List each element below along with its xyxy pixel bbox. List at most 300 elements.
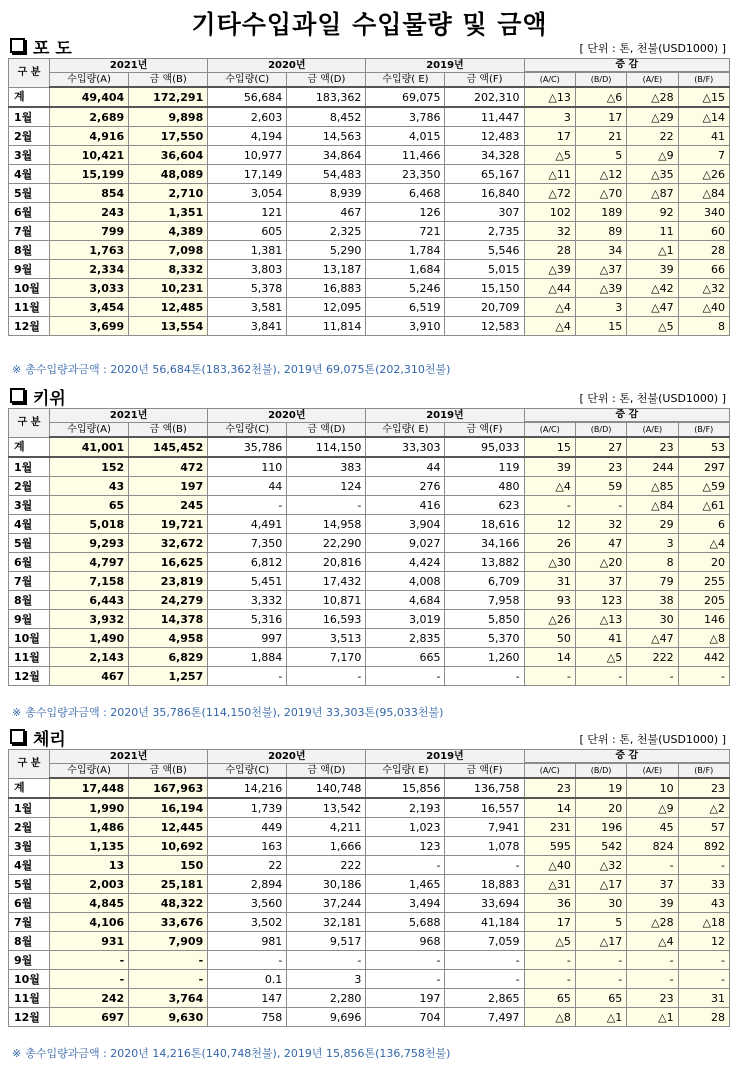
header-change	[524, 750, 729, 764]
row-label: 7월	[9, 572, 50, 591]
cell-value: 6,468	[366, 184, 445, 203]
header-ratio-subbf	[678, 423, 729, 438]
cell-value: 14,958	[287, 515, 366, 534]
cell-value: -	[50, 951, 129, 970]
cell-value: 147	[208, 989, 287, 1008]
table-row	[9, 496, 730, 515]
table-row	[9, 165, 730, 184]
cell-value: 6,519	[366, 298, 445, 317]
cell-value: △37	[575, 260, 626, 279]
cell-value: 31	[678, 989, 729, 1008]
cell-value: -	[627, 856, 678, 875]
table-row	[9, 798, 730, 818]
cell-value: 12	[524, 515, 575, 534]
cell-value: 41	[575, 629, 626, 648]
page-title: 기타수입과일 수입물량 및 금액	[191, 10, 548, 39]
header-ratio-subae	[627, 73, 678, 88]
table-row	[9, 913, 730, 932]
table-row	[9, 477, 730, 496]
cell-value: 9,517	[287, 932, 366, 951]
cell-value: 34,864	[287, 146, 366, 165]
header-gubun: 구 분	[9, 409, 50, 438]
cell-value: 12	[678, 932, 729, 951]
cell-value: 1,784	[366, 241, 445, 260]
table-row	[9, 1008, 730, 1027]
cell-value: △35	[627, 165, 678, 184]
cell-value: 56,684	[208, 87, 287, 107]
cell-value: 54,483	[287, 165, 366, 184]
table-row	[9, 894, 730, 913]
cell-value: 605	[208, 222, 287, 241]
cell-value: 4,916	[50, 127, 129, 146]
table-row	[9, 298, 730, 317]
cell-value: -	[678, 856, 729, 875]
cell-value: △1	[627, 241, 678, 260]
cell-value: -	[208, 667, 287, 686]
cell-value: 12,095	[287, 298, 366, 317]
cell-value: 20,709	[445, 298, 524, 317]
cell-value: 1,135	[50, 837, 129, 856]
change-header-wrap	[525, 59, 729, 72]
cell-value: △4	[524, 298, 575, 317]
cell-value: 10,977	[208, 146, 287, 165]
reference-mark-icon: ※	[12, 1047, 22, 1060]
import-table	[8, 749, 730, 1027]
cell-value: 95,033	[445, 437, 524, 457]
cell-value: △72	[524, 184, 575, 203]
header-qty-c: 수입량(C)	[208, 764, 287, 779]
cell-value: 1,990	[50, 798, 129, 818]
cell-value: 34	[575, 241, 626, 260]
cell-value: △39	[575, 279, 626, 298]
cell-value: -	[627, 970, 678, 989]
cell-value: -	[287, 667, 366, 686]
row-label: 1월	[9, 798, 50, 818]
table-row	[9, 127, 730, 146]
cell-value: 3,786	[366, 107, 445, 127]
cell-value: 383	[287, 457, 366, 477]
cell-value: 255	[678, 572, 729, 591]
cell-value: 123	[575, 591, 626, 610]
reference-mark-icon: ※	[12, 363, 22, 376]
row-label: 3월	[9, 837, 50, 856]
table-row	[9, 667, 730, 686]
cell-value: △6	[575, 87, 626, 107]
total-note	[12, 1047, 450, 1061]
cell-value: -	[524, 970, 575, 989]
cell-value: -	[524, 667, 575, 686]
row-label: 5월	[9, 875, 50, 894]
change-header-wrap	[525, 409, 729, 422]
change-title: 증 감	[525, 409, 729, 422]
cell-value: -	[129, 951, 208, 970]
row-label: 10월	[9, 629, 50, 648]
cell-value: -	[575, 970, 626, 989]
table-row	[9, 856, 730, 875]
cell-value: 7,958	[445, 591, 524, 610]
ratio-label: (B/D)	[590, 765, 612, 775]
cell-value: △4	[627, 932, 678, 951]
header-amt-d: 금 액(D)	[287, 764, 366, 779]
cell-value: 7	[678, 146, 729, 165]
cell-value: 1,465	[366, 875, 445, 894]
row-label: 10월	[9, 970, 50, 989]
cell-value: -	[366, 667, 445, 686]
cell-value: △59	[678, 477, 729, 496]
note-text: 총수입량과금액 : 2020년 35,786톤(114,150천불), 2019년 33,303톤(95,033천불)	[25, 706, 444, 719]
table-row	[9, 951, 730, 970]
header-ratio-subbf	[678, 764, 729, 779]
change-header-wrap	[525, 750, 729, 763]
cell-value: 467	[287, 203, 366, 222]
cell-value: 480	[445, 477, 524, 496]
cell-value: 704	[366, 1008, 445, 1027]
cell-value: 10,421	[50, 146, 129, 165]
header-row-cols	[9, 423, 730, 438]
cell-value: 15,150	[445, 279, 524, 298]
cell-value: △11	[524, 165, 575, 184]
row-label: 6월	[9, 894, 50, 913]
cell-value: 997	[208, 629, 287, 648]
cell-value: 24,279	[129, 591, 208, 610]
cell-value: 37,244	[287, 894, 366, 913]
cell-value: 110	[208, 457, 287, 477]
header-qty-e: 수입량( E)	[366, 764, 445, 779]
cell-value: 467	[50, 667, 129, 686]
cell-value: 3	[287, 970, 366, 989]
cell-value: 4,684	[366, 591, 445, 610]
cell-value: 245	[129, 496, 208, 515]
cell-value: 3	[524, 107, 575, 127]
cell-value: 7,350	[208, 534, 287, 553]
cell-value: 197	[129, 477, 208, 496]
header-amt-f: 금 액(F)	[445, 764, 524, 779]
cell-value: 35,786	[208, 437, 287, 457]
cell-value: 4,211	[287, 818, 366, 837]
cell-value: △14	[678, 107, 729, 127]
section-name: 키위	[33, 389, 66, 409]
cell-value: 124	[287, 477, 366, 496]
cell-value: 7,941	[445, 818, 524, 837]
cell-value: 9,630	[129, 1008, 208, 1027]
header-qty-c: 수입량(C)	[208, 73, 287, 88]
cell-value: 69,075	[366, 87, 445, 107]
header-row-years	[9, 750, 730, 764]
cell-value: 34,166	[445, 534, 524, 553]
row-label: 11월	[9, 989, 50, 1008]
ratio-label: (A/C)	[539, 74, 560, 84]
header-2021: 2021년	[50, 409, 208, 423]
row-label: 10월	[9, 279, 50, 298]
cell-value: 17	[524, 913, 575, 932]
cell-value: -	[627, 667, 678, 686]
ratio-label: (B/F)	[694, 765, 714, 775]
cell-value: 32,672	[129, 534, 208, 553]
cell-value: 5,015	[445, 260, 524, 279]
cell-value: 13,554	[129, 317, 208, 336]
cell-value: 1,739	[208, 798, 287, 818]
cell-value: 297	[678, 457, 729, 477]
cell-value: 50	[524, 629, 575, 648]
cell-value: 21	[575, 127, 626, 146]
cell-value: 3,513	[287, 629, 366, 648]
table-row	[9, 107, 730, 127]
cell-value: 4,389	[129, 222, 208, 241]
cell-value: 5,850	[445, 610, 524, 629]
cell-value: 758	[208, 1008, 287, 1027]
cell-value: 39	[627, 894, 678, 913]
cell-value: 442	[678, 648, 729, 667]
cell-value: 4,015	[366, 127, 445, 146]
table-row	[9, 818, 730, 837]
cell-value: 243	[50, 203, 129, 222]
unit-label: [ 단위 : 톤, 천불(USD1000) ]	[579, 42, 726, 55]
row-label: 7월	[9, 222, 50, 241]
cell-value: 33,694	[445, 894, 524, 913]
cell-value: 2,689	[50, 107, 129, 127]
cell-value: 140,748	[287, 778, 366, 798]
cell-value: 65,167	[445, 165, 524, 184]
table-row	[9, 875, 730, 894]
cell-value: 14,563	[287, 127, 366, 146]
cell-value: -	[678, 951, 729, 970]
cell-value: 41,001	[50, 437, 129, 457]
table-row	[9, 572, 730, 591]
cell-value: △13	[524, 87, 575, 107]
table-row	[9, 553, 730, 572]
cell-value: △29	[627, 107, 678, 127]
cell-value: 65	[575, 989, 626, 1008]
cell-value: 449	[208, 818, 287, 837]
section-title	[10, 38, 72, 59]
header-2021: 2021년	[50, 59, 208, 73]
cell-value: 2,710	[129, 184, 208, 203]
cell-value: 10,871	[287, 591, 366, 610]
cell-value: 36	[524, 894, 575, 913]
cell-value: 13,187	[287, 260, 366, 279]
section-name: 포 도	[33, 39, 72, 59]
cell-value: 9,696	[287, 1008, 366, 1027]
cell-value: 37	[575, 572, 626, 591]
ratio-label: (B/D)	[590, 424, 612, 434]
cell-value: 472	[129, 457, 208, 477]
cell-value: 23	[524, 778, 575, 798]
header-ratio-subac	[524, 423, 575, 438]
row-label: 7월	[9, 913, 50, 932]
cell-value: 30	[575, 894, 626, 913]
cell-value: -	[575, 667, 626, 686]
cell-value: 222	[627, 648, 678, 667]
cell-value: 3,494	[366, 894, 445, 913]
table-row	[9, 591, 730, 610]
section-header	[8, 38, 730, 58]
cell-value: 7,170	[287, 648, 366, 667]
cell-value: 5,378	[208, 279, 287, 298]
cell-value: △42	[627, 279, 678, 298]
header-amt-d: 금 액(D)	[287, 423, 366, 438]
header-2019: 2019년	[366, 59, 524, 73]
cell-value: △4	[524, 477, 575, 496]
cell-value: 665	[366, 648, 445, 667]
cell-value: -	[627, 951, 678, 970]
cell-value: -	[208, 951, 287, 970]
cell-value: △85	[627, 477, 678, 496]
row-label: 8월	[9, 932, 50, 951]
cell-value: -	[575, 496, 626, 515]
cell-value: 8,452	[287, 107, 366, 127]
cell-value: 16,840	[445, 184, 524, 203]
cell-value: △84	[678, 184, 729, 203]
cell-value: 0.1	[208, 970, 287, 989]
cell-value: △17	[575, 875, 626, 894]
row-label: 2월	[9, 477, 50, 496]
cell-value: 16,625	[129, 553, 208, 572]
ratio-label: (A/E)	[642, 424, 663, 434]
cell-value: △2	[678, 798, 729, 818]
header-qty-e: 수입량( E)	[366, 423, 445, 438]
cell-value: -	[445, 951, 524, 970]
table-row	[9, 837, 730, 856]
fruit-section	[8, 729, 730, 1027]
cell-value: △32	[575, 856, 626, 875]
cell-value: 2,193	[366, 798, 445, 818]
cell-value: 16,557	[445, 798, 524, 818]
ratio-label: (A/C)	[539, 765, 560, 775]
cell-value: 15	[575, 317, 626, 336]
fruit-section	[8, 388, 730, 686]
table-row	[9, 610, 730, 629]
cell-value: 3,560	[208, 894, 287, 913]
header-change	[524, 409, 729, 423]
row-label: 4월	[9, 165, 50, 184]
table-row	[9, 648, 730, 667]
cell-value: △18	[678, 913, 729, 932]
cell-value: △5	[524, 932, 575, 951]
cell-value: 13,542	[287, 798, 366, 818]
cell-value: 3,932	[50, 610, 129, 629]
cell-value: -	[445, 970, 524, 989]
import-table	[8, 58, 730, 336]
cell-value: 65	[50, 496, 129, 515]
cell-value: 9,293	[50, 534, 129, 553]
cell-value: △9	[627, 146, 678, 165]
cell-value: 14	[524, 798, 575, 818]
cell-value: 16,593	[287, 610, 366, 629]
table-row	[9, 515, 730, 534]
cell-value: 1,023	[366, 818, 445, 837]
cell-value: -	[208, 496, 287, 515]
cell-value: -	[524, 951, 575, 970]
cell-value: △40	[678, 298, 729, 317]
cell-value: 16,883	[287, 279, 366, 298]
cell-value: △28	[627, 87, 678, 107]
cell-value: 5	[575, 146, 626, 165]
cell-value: -	[366, 970, 445, 989]
cell-value: 8	[678, 317, 729, 336]
table-row	[9, 534, 730, 553]
row-label: 9월	[9, 610, 50, 629]
row-label: 계	[9, 778, 50, 798]
header-qty-e: 수입량( E)	[366, 73, 445, 88]
cell-value: 3,033	[50, 279, 129, 298]
cell-value: 60	[678, 222, 729, 241]
cell-value: 1,884	[208, 648, 287, 667]
row-label: 6월	[9, 203, 50, 222]
header-row-years	[9, 409, 730, 423]
row-label: 6월	[9, 553, 50, 572]
cell-value: 416	[366, 496, 445, 515]
cell-value: 6,443	[50, 591, 129, 610]
cell-value: -	[678, 667, 729, 686]
cell-value: 39	[627, 260, 678, 279]
unit-label: [ 단위 : 톤, 천불(USD1000) ]	[579, 392, 726, 405]
cell-value: 3,019	[366, 610, 445, 629]
cell-value: △8	[678, 629, 729, 648]
cell-value: 17,149	[208, 165, 287, 184]
unit-label: [ 단위 : 톤, 천불(USD1000) ]	[579, 733, 726, 746]
cell-value: △47	[627, 298, 678, 317]
cell-value: 167,963	[129, 778, 208, 798]
ratio-label: (A/E)	[642, 74, 663, 84]
header-qty-a: 수입량(A)	[50, 764, 129, 779]
cell-value: 542	[575, 837, 626, 856]
cell-value: 47	[575, 534, 626, 553]
cell-value: 3,764	[129, 989, 208, 1008]
cell-value: 697	[50, 1008, 129, 1027]
cell-value: 18,883	[445, 875, 524, 894]
cell-value: 41	[678, 127, 729, 146]
cell-value: 231	[524, 818, 575, 837]
cell-value: -	[678, 970, 729, 989]
cell-value: 32,181	[287, 913, 366, 932]
cell-value: 799	[50, 222, 129, 241]
table-row	[9, 317, 730, 336]
row-label: 5월	[9, 184, 50, 203]
cell-value: -	[129, 970, 208, 989]
cell-value: 172,291	[129, 87, 208, 107]
cell-value: △12	[575, 165, 626, 184]
cell-value: 824	[627, 837, 678, 856]
cell-value: 17,550	[129, 127, 208, 146]
cell-value: 2,865	[445, 989, 524, 1008]
cell-value: -	[524, 496, 575, 515]
cell-value: 33,303	[366, 437, 445, 457]
cell-value: 205	[678, 591, 729, 610]
table-row	[9, 203, 730, 222]
row-label: 계	[9, 87, 50, 107]
header-gubun: 구 분	[9, 59, 50, 88]
note-text: 총수입량과금액 : 2020년 14,216톤(140,748천불), 2019년 15,856톤(136,758천불)	[25, 1047, 451, 1060]
cell-value: 44	[366, 457, 445, 477]
cell-value: 202,310	[445, 87, 524, 107]
cell-value: 340	[678, 203, 729, 222]
row-label: 3월	[9, 496, 50, 515]
header-row-cols	[9, 73, 730, 88]
row-label: 1월	[9, 107, 50, 127]
cell-value: 3,581	[208, 298, 287, 317]
row-label: 8월	[9, 241, 50, 260]
cell-value: 23,350	[366, 165, 445, 184]
change-title: 증 감	[525, 750, 729, 763]
section-name: 체리	[33, 730, 66, 750]
cell-value: 4,424	[366, 553, 445, 572]
cell-value: 123	[366, 837, 445, 856]
cell-value: 48,089	[129, 165, 208, 184]
cell-value: 4,958	[129, 629, 208, 648]
cell-value: 623	[445, 496, 524, 515]
header-amt-d: 금 액(D)	[287, 73, 366, 88]
header-qty-a: 수입량(A)	[50, 73, 129, 88]
